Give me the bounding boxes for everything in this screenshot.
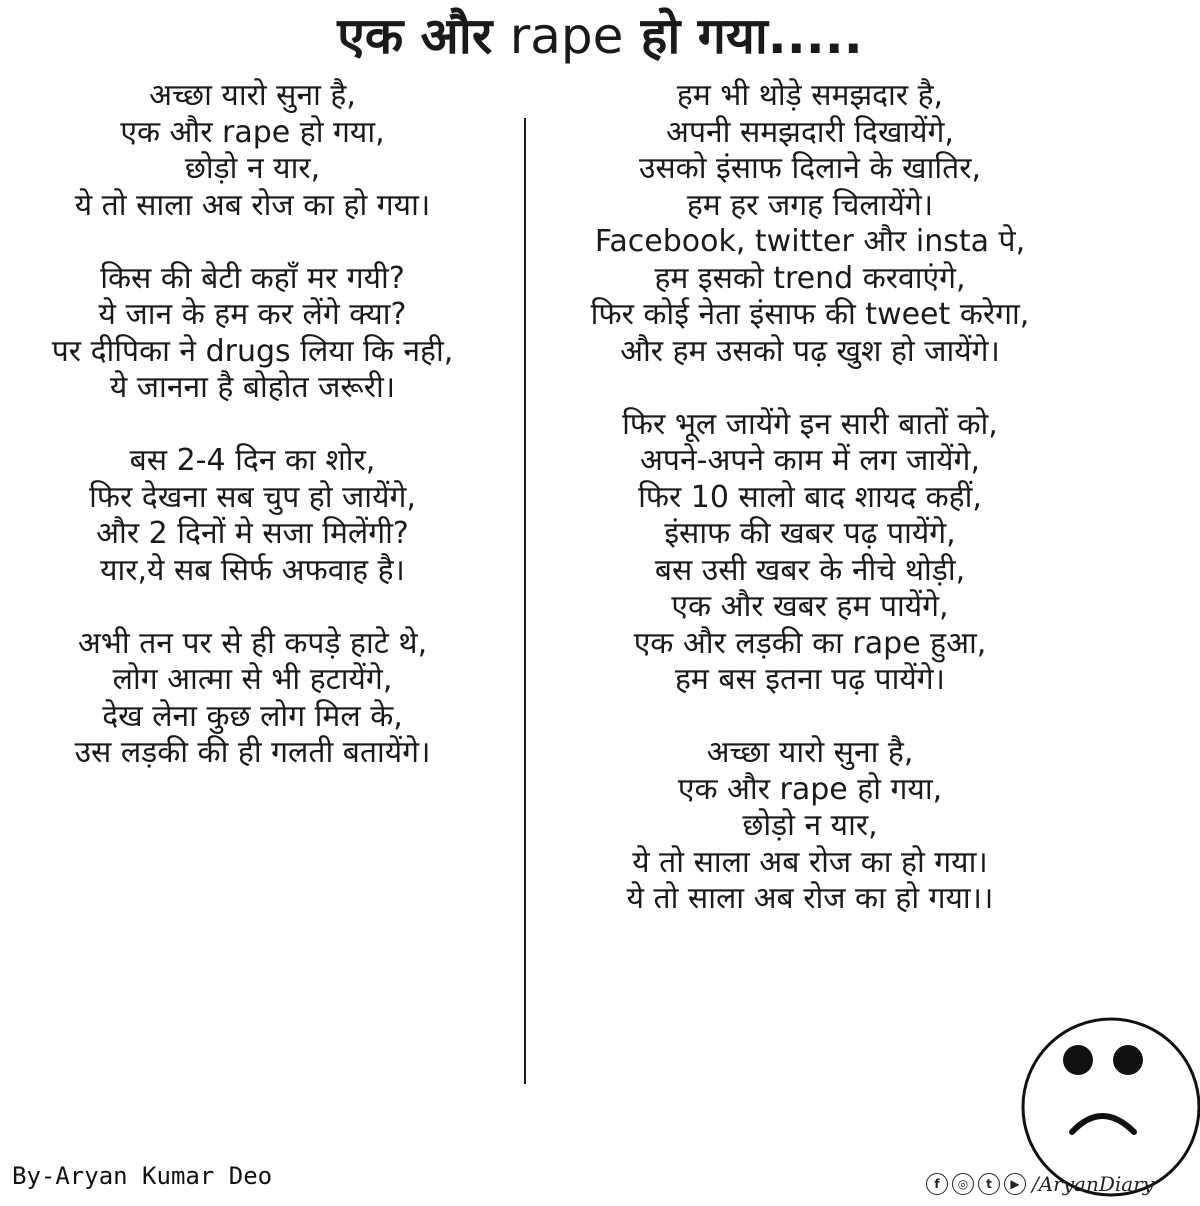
social-handle: /AryanDiary	[1032, 1172, 1155, 1196]
poem-line: ये तो साला अब रोज का हो गया।	[74, 187, 431, 223]
poem-line: फिर देखना सब चुप हो जायेंगे,	[89, 479, 416, 515]
stanza	[540, 735, 1080, 918]
left-eye	[1063, 1045, 1093, 1075]
poem-line: एक और खबर हम पायेंगे,	[671, 589, 949, 624]
poem-line: हम हर जगह चिलायेंगे।	[686, 187, 934, 223]
poem-line: अपने-अपने काम में लग जायेंगे,	[640, 443, 980, 478]
poem-line: छोड़ो न यार,	[184, 151, 321, 186]
poem-line: अच्छा यारो सुना है,	[706, 735, 914, 770]
poem-line: फिर कोई नेता इंसाफ की tweet करेगा,	[590, 297, 1030, 332]
facebook-icon[interactable]: f	[926, 1173, 948, 1195]
poem-line: अभी तन पर से ही कपड़े हाटे थे,	[77, 625, 428, 661]
poem-line: फिर भूल जायेंगे इन सारी बातों को,	[622, 406, 998, 442]
column-divider	[524, 118, 526, 1084]
poem-line: अपनी समझदारी दिखायेंगे,	[666, 114, 954, 150]
stanza	[0, 626, 505, 772]
poem-line: फिर 10 सालो बाद शायद कहीं,	[638, 479, 982, 515]
poem-line: और 2 दिनों मे सजा मिलेंगी?	[96, 516, 409, 551]
poem-line: एक और लड़की का rape हुआ,	[633, 625, 987, 661]
twitter-icon[interactable]: t	[978, 1173, 1000, 1195]
poem-line: एक और rape हो गया,	[677, 771, 943, 807]
left-poem-column	[0, 78, 505, 772]
poem-line: और हम उसको पढ़ खुश हो जायेंगे।	[620, 333, 1000, 369]
poem-line: पर दीपिका ने drugs लिया कि नही,	[51, 333, 454, 369]
poem-line: हम भी थोड़े समझदार है,	[676, 78, 944, 113]
poem-line: इंसाफ की खबर पढ़ पायेंगे,	[664, 516, 956, 551]
poem-line: उसको इंसाफ दिलाने के खातिर,	[638, 151, 982, 186]
sad-face-outline	[1023, 1019, 1199, 1195]
poem-line: ये जान के हम कर लेंगे क्या?	[98, 297, 407, 332]
social-links	[926, 1170, 1154, 1198]
right-poem-column	[540, 78, 1080, 918]
poem-line: ये तो साला अब रोज का हो गया।	[632, 844, 988, 880]
stanza	[0, 443, 505, 589]
stanza	[0, 261, 505, 407]
stanza	[0, 78, 505, 224]
instagram-icon[interactable]: ◎	[952, 1173, 974, 1195]
poem-title	[0, 0, 1200, 72]
title-part-3: हो गया.....	[623, 7, 863, 65]
poem-line: एक और rape हो गया,	[120, 114, 385, 150]
poem-line: लोग आत्मा से भी हटायेंगे,	[112, 662, 393, 697]
youtube-icon[interactable]: ▶	[1004, 1173, 1026, 1195]
poem-line: Facebook, twitter और insta पे,	[594, 224, 1026, 259]
title-part-1: एक और	[337, 7, 510, 65]
poem-line: देख लेना कुछ लोग मिल के,	[102, 698, 403, 734]
poem-line: उस लड़की की ही गलती बतायेंगे।	[74, 735, 431, 770]
poem-line: हम इसको trend करवाएंगे,	[654, 260, 966, 296]
poem-line: बस 2-4 दिन का शोर,	[129, 443, 376, 478]
poem-line: अच्छा यारो सुना है,	[149, 78, 356, 113]
author-credit: By-Aryan Kumar Deo	[12, 1162, 273, 1190]
poem-line: किस की बेटी कहाँ मर गयी?	[100, 260, 405, 296]
stanza	[540, 407, 1080, 699]
stanza	[540, 78, 1080, 370]
poem-line: यार,ये सब सिर्फ अफवाह है।	[100, 552, 405, 588]
poem-line: छोड़ो न यार,	[742, 808, 878, 843]
title-part-2: rape	[509, 7, 624, 65]
poem-line: बस उसी खबर के नीचे थोड़ी,	[654, 552, 966, 588]
poem-line: हम बस इतना पढ़ पायेंगे।	[674, 662, 946, 697]
poem-line: ये तो साला अब रोज का हो गया।।	[626, 881, 994, 916]
poem-line: ये जानना है बोहोत जरूरी।	[109, 370, 396, 405]
right-eye	[1113, 1045, 1143, 1075]
